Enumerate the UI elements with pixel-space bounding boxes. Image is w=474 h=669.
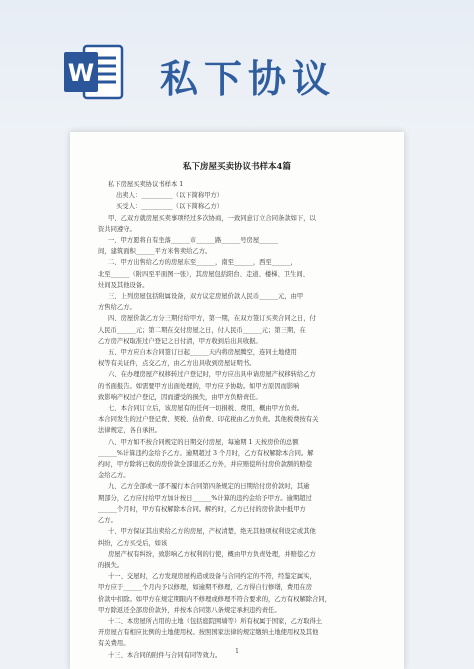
document-line: 十三、本合同的附件与合同有同等效力。	[108, 651, 222, 659]
document-line: 七、本合同订立后，该房屋有的任何一切捐税、费用，概由甲方负责。	[108, 405, 304, 413]
document-line: 十二、本房屋所占用的土地（包括庭院围墙等）所有权属于国家，乙方取得土	[108, 617, 323, 625]
document-line: 金给乙方。	[98, 472, 130, 480]
document-line: 纠纷，乙方买受后，如该	[98, 539, 168, 547]
document-line: 的书面报告。如需要甲方出面处理的，甲方应予协助。如甲方原因而影响	[98, 382, 300, 390]
document-line: 约时，甲方除将已收的房价款全部退还乙方外，并应赔偿所付房价款额的赔偿	[98, 461, 313, 469]
document-line: 三、上列房屋包括附属设备，双方议定房屋价款人民币______元，由甲	[108, 293, 304, 301]
banner-title: 私下协议	[160, 57, 337, 101]
document-line: 四、房屋价款乙方分三期付给甲方，第一期，在双方签订买卖合同之日，付	[108, 315, 316, 323]
document-line: 有关费用。	[98, 640, 130, 648]
document-line: 一、甲方愿将自有坐落______市______路______号房屋______	[108, 237, 279, 245]
document-line: 开房屋占有相应比例的土地使用权。按照国家法律的规定缴纳土地使用权及其他	[98, 629, 319, 637]
document-line: 六、在办理房屋产权移转过户登记时，甲方应出具申请房屋产权移转给乙方	[108, 371, 316, 379]
word-document-icon	[62, 42, 126, 102]
document-line: 人民币______元；第二期在交付房屋之日，付人民币______元；第三期，在	[98, 326, 306, 334]
document-line: 法律规定，各自承担。	[98, 427, 161, 435]
document-line: 价款中扣除。如甲方在规定期限内不修理或修理不符合要求的，乙方有权解除合同，	[98, 595, 331, 603]
document-line: 资共同遵守。	[98, 225, 136, 233]
document-line: 期部分，乙方应付给甲方加计按日______%计算的违约金给予甲方。逾期超过	[98, 494, 312, 502]
document-line: 五、甲方应自本合同签订日起______天内将房屋腾空，连同土地使用	[108, 349, 297, 357]
document-line: 北至______（附四至平面图一张），其房屋包括阳台、走道、楼梯、卫生间、	[98, 270, 309, 278]
document-text	[98, 179, 376, 661]
document-body	[98, 160, 376, 661]
document-line: 买受人：__________（以下简称乙方）	[116, 203, 224, 211]
word-icon-letter: W	[67, 59, 95, 87]
document-line: 甲、乙双方就房屋买卖事项经过多次协商，一致同意订立合同条款如下，以	[108, 214, 316, 222]
document-line: 致影响产权过户登记，因而遭受的损失，由甲方负赔责任。	[98, 393, 262, 401]
document-line: 房屋产权有纠纷，致影响乙方权利的行使，概由甲方负责处理，并赔偿乙方	[108, 550, 316, 558]
document-line: 乙方房产权取准过户登记之日付清，甲方收到后出具收据。	[98, 337, 262, 345]
document-line: 方售给乙方。	[98, 304, 136, 312]
document-line: 甲方除返还全部房价款外，并按本合同第八条规定承担违约责任。	[98, 606, 281, 614]
banner	[0, 0, 474, 140]
document-line: 的损失。	[98, 561, 124, 569]
document-line: 本合同发生的过户登记费、契税、估价费、印花税由乙方负责。其他税费按有关	[98, 416, 319, 424]
document-line: ______个月时，甲方有权解除本合同。解约时，乙方已付的房价款中抵甲方	[98, 505, 306, 513]
document-line: 权等有关证件，点交乙方，由乙方出具收到房屋证明书。	[98, 360, 256, 368]
document-line: 十一、交屋时，乙方发现房屋构造或设备与合同约定的不符，经鉴定属实，	[108, 573, 316, 581]
document-line: ______%计算违约金给予乙方。逾期超过 3 个月时，乙方有权解除本合同。解	[98, 449, 314, 457]
document-line: 二、甲方出售给乙方的房屋东至______，南至______，西至______，	[108, 259, 297, 267]
document-line: 私下房屋买卖协议书样本 1	[108, 181, 184, 188]
document-line: 十、甲方保证其出卖给乙方的房屋，产权清楚，绝无其他项权利设定或其他	[108, 528, 316, 536]
document-page	[70, 132, 404, 669]
document-line: 乙方。	[98, 517, 117, 525]
document-line: 灶间及其他设备。	[98, 281, 149, 289]
document-line: 九、乙方全部或一部不履行本合同第四条规定的日期给付房价款时，其逾	[108, 483, 310, 491]
document-line: 八、甲方如不按合同规定的日期交付房屋，每逾期 1 天按房价的总额	[108, 438, 299, 446]
document-line: 间，建筑面积______平方米售卖给乙方。	[98, 248, 212, 256]
page-number: 1	[235, 648, 239, 655]
document-line: 出卖人：__________（以下简称甲方）	[116, 192, 224, 200]
document-line: 甲方应于______个月内予以修理，如逾期不修理，乙方得自行修缮，费用在房	[98, 584, 313, 592]
document-title: 私下房屋买卖协议书样本4篇	[183, 162, 291, 172]
